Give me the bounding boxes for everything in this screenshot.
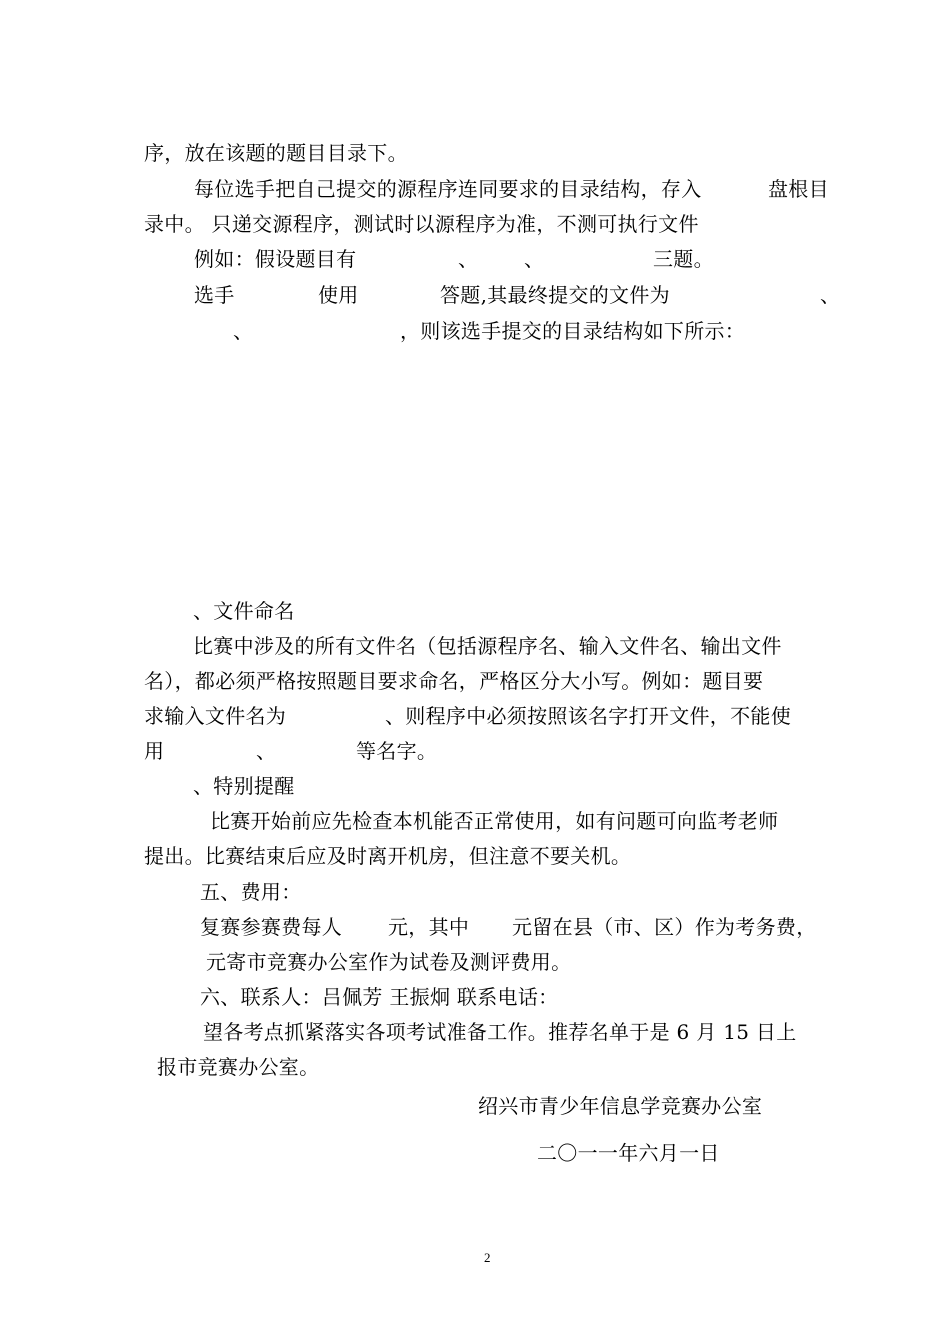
fee-line-1-part-b: 元，其中 xyxy=(388,915,470,939)
intro-line-3: 录中。 只递交源程序，测试时以源程序为准，不测可执行文件 xyxy=(144,212,699,236)
page-number: 2 xyxy=(484,1250,491,1265)
intro-line-6-part-b: ，则该选手提交的目录结构如下所示： xyxy=(400,319,746,343)
intro-line-5-part-d: 、 xyxy=(820,283,841,307)
intro-line-4-part-d: 三题。 xyxy=(653,247,714,271)
naming-para-line-4-part-a: 用 xyxy=(144,739,165,763)
closing-line-2: 报市竞赛办公室。 xyxy=(157,1055,320,1079)
intro-line-6-part-a: 、 xyxy=(233,319,254,343)
reminder-heading: 、特别提醒 xyxy=(193,774,295,798)
intro-line-4-part-a: 例如：假设题目有 xyxy=(194,247,357,271)
fee-line-2: 元寄市竞赛办公室作为试卷及测评费用。 xyxy=(206,950,572,974)
signature-date: 二〇一一年六月一日 xyxy=(537,1141,720,1165)
naming-heading: 、文件命名 xyxy=(193,599,295,623)
fee-line-1-part-c: 元留在县（市、区）作为考务费， xyxy=(512,915,817,939)
naming-para-line-3-part-a: 求输入文件名为 xyxy=(144,704,287,728)
closing-line-1: 望各考点抓紧落实各项考试准备工作。推荐名单于是 6 月 15 日上 xyxy=(203,1020,797,1044)
naming-para-line-2: 名），都必须严格按照题目要求命名，严格区分大小写。例如：题目要 xyxy=(144,669,764,693)
reminder-para-line-1: 比赛开始前应先检查本机能否正常使用，如有问题可向监考老师 xyxy=(210,809,779,833)
intro-line-5-part-c: 答题,其最终提交的文件为 xyxy=(440,283,670,307)
intro-line-5-part-a: 选手 xyxy=(194,283,235,307)
intro-line-2-part-b: 盘根目 xyxy=(768,177,829,201)
naming-para-line-4-part-c: 等名字。 xyxy=(356,739,438,763)
naming-para-line-4-part-b: 、 xyxy=(256,739,277,763)
fee-line-1-part-a: 复赛参赛费每人 xyxy=(200,915,343,939)
fee-heading: 五、费用： xyxy=(200,880,302,904)
naming-para-line-3-part-b: 、则程序中必须按照该名字打开文件，不能使 xyxy=(385,704,791,728)
intro-line-5-part-b: 使用 xyxy=(318,283,359,307)
intro-line-4-part-b: 、 xyxy=(458,247,479,271)
signature-organization: 绍兴市青少年信息学竞赛办公室 xyxy=(478,1094,763,1118)
naming-para-line-1: 比赛中涉及的所有文件名（包括源程序名、输入文件名、输出文件 xyxy=(193,634,782,658)
intro-line-4-part-c: 、 xyxy=(524,247,545,271)
reminder-para-line-2: 提出。比赛结束后应及时离开机房，但注意不要关机。 xyxy=(144,844,632,868)
contact-line: 六、联系人：吕佩芳 王振炯 联系电话： xyxy=(200,985,559,1009)
intro-line-2-part-a: 每位选手把自己提交的源程序连同要求的目录结构，存入 xyxy=(194,177,702,201)
intro-line-1: 序，放在该题的题目目录下。 xyxy=(144,141,408,165)
